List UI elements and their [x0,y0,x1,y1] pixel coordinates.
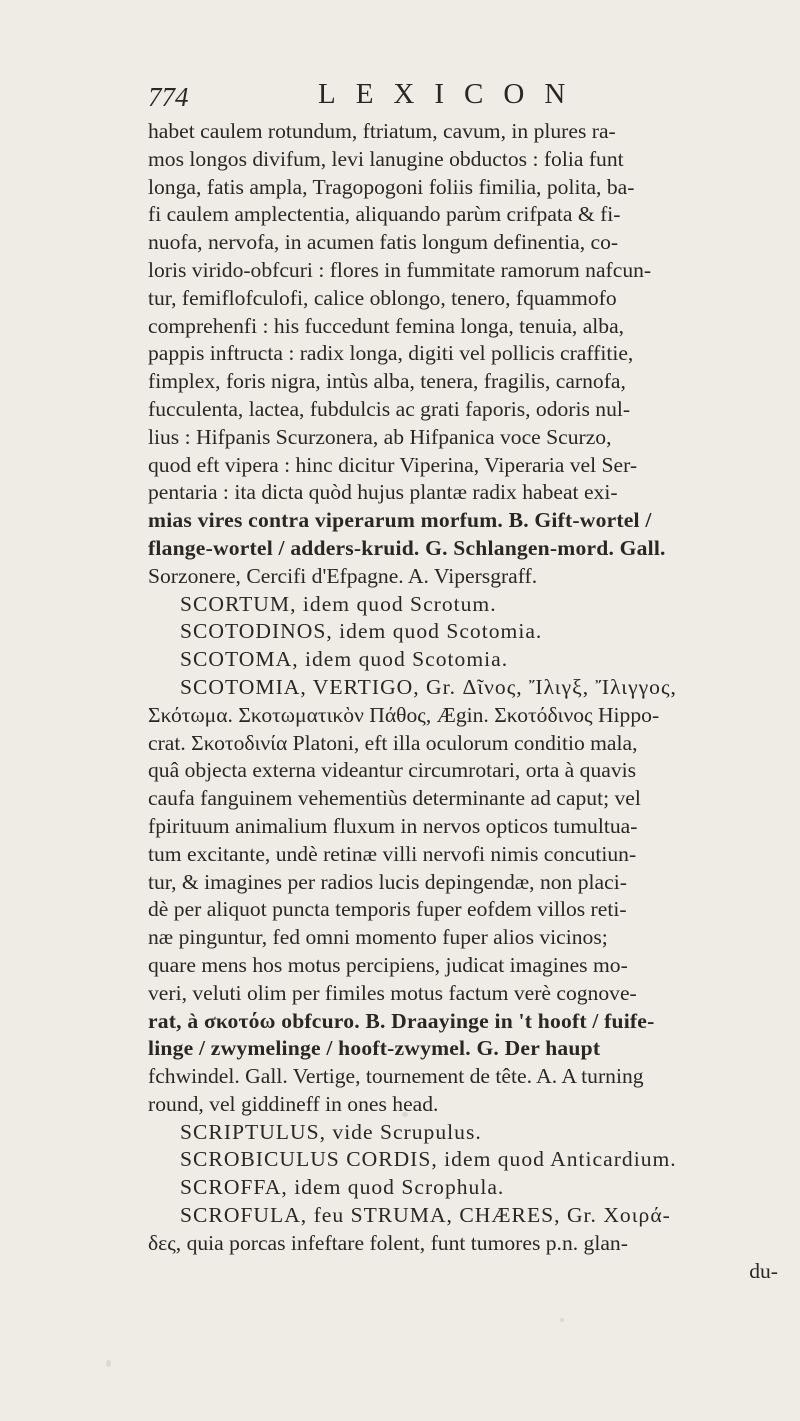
text-line: comprehenfi : his fuccedunt femina longa, tenuia, alba, [148,313,625,338]
text-line: round, vel giddineff in ones head. [148,1091,439,1116]
text-line: linge / zwymelinge / hooft-zwymel. G. Der haupt [148,1036,601,1061]
text-line: pentaria : ita dicta quòd hujus plantæ radix habeat exi- [148,480,618,505]
text-line: δες, quia porcas infeftare folent, funt tumores p.n. glan- [148,1230,628,1255]
text-line: fi caulem amplectentia, aliquando parùm crifpata & fi- [148,202,621,227]
text-line: rat, à σκοτόω obfcuro. B. Draayinge in 't hooft / fuife- [148,1008,655,1033]
text-line: quod eft vipera : hinc dicitur Viperina, Viperaria vel Ser- [148,452,638,477]
paper-speck [560,1318,564,1322]
text-line: lius : Hifpanis Scurzonera, ab Hifpanica voce Scurzo, [148,424,612,449]
text-line: caufa fanguinem vehementiùs determinante ad caput; vel [148,786,641,811]
text-line: habet caulem rotundum, ftriatum, cavum, in plures ra- [148,119,616,143]
text-line: SCROFULA, feu STRUMA, CHÆRES, Gr. Χοιρά- [180,1203,671,1228]
text-line: SCOTOMA, idem quod Scotomia. [180,647,509,672]
page-number: 774 [148,82,189,112]
text-line: nuofa, nervofa, in acumen fatis longum definentia, co- [148,230,619,255]
text-line: fchwindel. Gall. Vertige, tournement de tête. A. A turning [148,1064,644,1089]
text-line: du- [749,1258,778,1283]
text-line: tur, femiflofculofi, calice oblongo, tenero, fquammofo [148,285,617,310]
text-line: quare mens hos motus percipiens, judicat imagines mo- [148,952,628,977]
paper-speck [106,1360,111,1367]
text-line: flange-wortel / adders-kruid. G. Schlangen-mord. Gall. [148,535,666,560]
text-line: tum excitante, undè retinæ villi nervofi nimis concutiun- [148,841,637,866]
page-header [148,78,668,118]
text-line: SCOTOMIA, VERTIGO, Gr. Δῖνος, Ἴλιγξ, Ἴλιγγος, [180,674,677,699]
text-line: quâ objecta externa videantur circumrotari, orta à quavis [148,758,637,783]
text-line: mos longos divifum, levi lanugine obductos : folia funt [148,146,624,171]
text-line: næ pinguntur, fed omni momento fuper alios vicinos; [148,925,608,950]
text-line: SCORTUM, idem quod Scrotum. [180,591,497,616]
text-line: dè per aliquot puncta temporis fuper eofdem villos reti- [148,897,627,922]
running-title: LEXICON [318,78,586,110]
text-line: SCROBICULUS CORDIS, idem quod Anticardium. [180,1147,677,1172]
lexicon-text-column [148,118,786,1285]
text-line: SCRIPTULUS, vide Scrupulus. [180,1119,482,1144]
text-line: fimplex, foris nigra, intùs alba, tenera, fragilis, carnofa, [148,369,626,394]
text-line: fpirituum animalium fluxum in nervos opticos tumultua- [148,813,638,838]
text-line: crat. Σκοτοδινία Platoni, eft illa oculorum conditio mala, [148,730,638,755]
text-line: pappis inftructa : radix longa, digiti vel pollicis craffitie, [148,341,634,366]
text-line: Sorzonere, Cercifi d'Efpagne. A. Vipersgraff. [148,563,538,588]
text-line: Σκότωμα. Σκοτωματικὸν Πάθος, Ægin. Σκοτόδινος Hippo- [148,702,660,727]
text-line: longa, fatis ampla, Tragopogoni foliis fimilia, polita, ba- [148,174,635,199]
text-line: tur, & imagines per radios lucis depingendæ, non placi- [148,869,627,894]
text-line: veri, veluti olim per fimiles motus factum verè cognove- [148,980,637,1005]
text-line: loris virido-obfcuri : flores in fummitate ramorum nafcun- [148,257,652,282]
text-line: fucculenta, lactea, fubdulcis ac grati faporis, odoris nul- [148,396,631,421]
text-line: mias vires contra viperarum morfum. B. Gift-wortel / [148,508,652,533]
text-line: SCOTODINOS, idem quod Scotomia. [180,619,543,644]
paper-speck [402,1112,408,1117]
text-line: SCROFFA, idem quod Scrophula. [180,1175,505,1200]
